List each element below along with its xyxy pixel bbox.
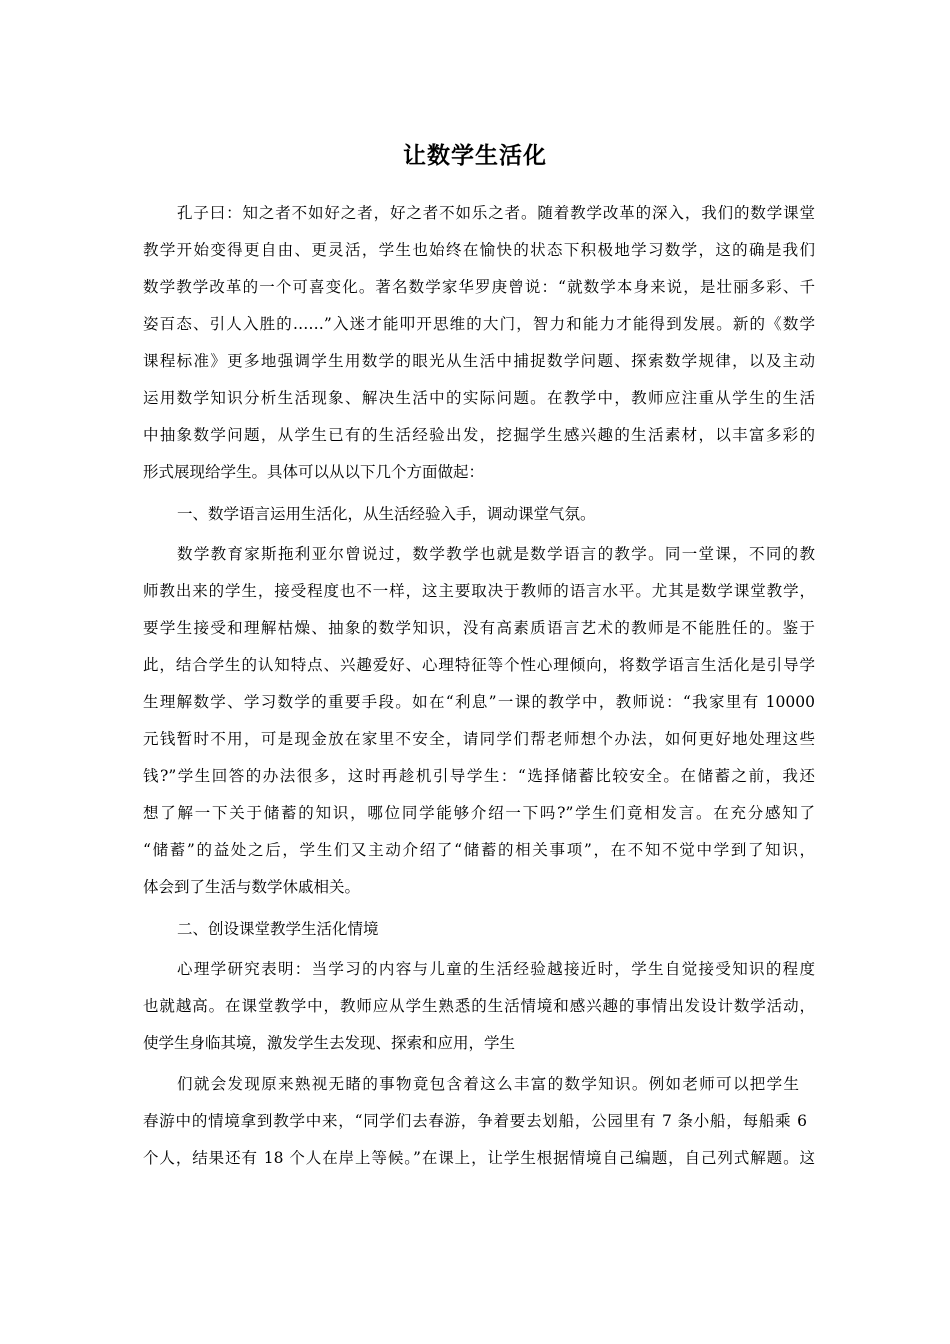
text-line: 教学开始变得更自由、更灵活，学生也始终在愉快的状态下积极地学习数学，这的确是我们 [143,241,815,259]
section-heading: 二、创设课堂教学生活化情境 [177,920,379,938]
text-line: 钱?”学生回答的办法很多，这时再趁机引导学生：“选择储蓄比较安全。在储蓄之前，我还 [143,767,815,785]
text-line: 个人，结果还有 18 个人在岸上等候。”在课上，让学生根据情境自己编题，自己列式解题。这 [143,1149,815,1167]
text-line: 使学生身临其境，激发学生去发现、探索和应用，学生 [143,1034,516,1052]
text-line: 此，结合学生的认知特点、兴趣爱好、心理特征等个性心理倾向，将数学语言生活化是引导学 [143,656,815,674]
document-title: 让数学生活化 [403,142,547,169]
text-line: 师教出来的学生，接受程度也不一样，这主要取决于教师的语言水平。尤其是数学课堂教学， [143,582,815,600]
text-line: 中抽象数学问题，从学生已有的生活经验出发，挖掘学生感兴趣的生活素材，以丰富多彩的 [143,426,815,444]
text-line: 要学生接受和理解枯燥、抽象的数学知识，没有高素质语言艺术的教师是不能胜任的。鉴于 [143,619,815,637]
text-line: 姿百态、引人入胜的……”入迷才能叩开思维的大门，智力和能力才能得到发展。新的《数学 [143,315,815,333]
text-line: 也就越高。在课堂教学中，教师应从学生熟悉的生活情境和感兴趣的事情出发设计数学活动， [143,997,815,1015]
text-line: 想了解一下关于储蓄的知识，哪位同学能够介绍一下吗?”学生们竟相发言。在充分感知了 [143,804,815,822]
text-line: 孔子曰：知之者不如好之者，好之者不如乐之者。随着教学改革的深入，我们的数学课堂 [177,204,815,222]
text-line: 数学教育家斯拖利亚尔曾说过，数学教学也就是数学语言的教学。同一堂课，不同的教 [177,545,815,563]
text-line: 数学教学改革的一个可喜变化。著名数学家华罗庚曾说：“就数学本身来说，是壮丽多彩、千 [143,278,815,296]
text-line: 心理学研究表明：当学习的内容与儿童的生活经验越接近时，学生自觉接受知识的程度 [177,960,815,978]
text-line: 生理解数学、学习数学的重要手段。如在“利息”一课的教学中，教师说：“我家里有 10000 [143,693,815,711]
text-line: 元钱暂时不用，可是现金放在家里不安全，请同学们帮老师想个办法，如何更好地处理这些 [143,730,815,748]
text-line: 体会到了生活与数学休戚相关。 [143,878,361,896]
text-line: 课程标准》更多地强调学生用数学的眼光从生活中捕捉数学问题、探索数学规律，以及主动 [143,352,815,370]
text-line: 春游中的情境拿到教学中来，“同学们去春游，争着要去划船，公园里有 7 条小船，每船乘 6 [143,1112,807,1130]
text-line: 们就会发现原来熟视无睹的事物竟包含着这么丰富的数学知识。例如老师可以把学生 [177,1075,799,1093]
text-line: 形式展现给学生。具体可以从以下几个方面做起： [143,463,485,481]
section-heading: 一、数学语言运用生活化，从生活经验入手，调动课堂气氛。 [177,505,596,523]
text-line: “储蓄”的益处之后，学生们又主动介绍了“储蓄的相关事项”，在不知不觉中学到了知识， [143,841,815,859]
text-line: 运用数学知识分析生活现象、解决生活中的实际问题。在教学中，教师应注重从学生的生活 [143,389,815,407]
